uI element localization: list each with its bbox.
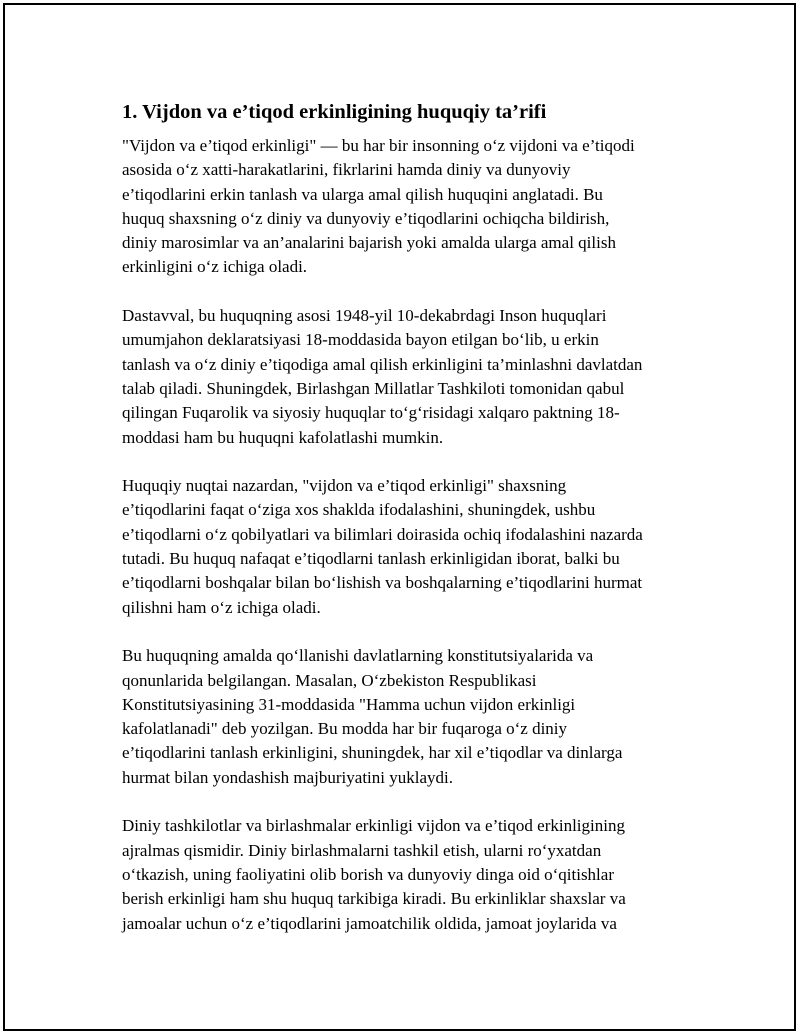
text-line: talab qiladi. Shuningdek, Birlashgan Millatlar Tashkiloti tomonidan qabul [122, 378, 625, 398]
text-line: e’tiqodlarni o‘z qobilyatlari va bilimlari doirasida ochiq ifodalashini nazarda [122, 524, 643, 544]
text-line: e’tiqodlarni boshqalar bilan bo‘lishish va boshqalarning e’tiqodlarini hurmat [122, 573, 643, 593]
text-line: Huquqiy nuqtai nazardan, "vijdon va e’tiqod erkinligi" shaxsning [122, 476, 567, 496]
text-line: asosida o‘z xatti-harakatlarini, fikrlarini hamda diniy va dunyoviy [122, 160, 571, 180]
text-line: Bu huquqning amalda qo‘llanishi davlatlarning konstitutsiyalarida va [122, 646, 594, 666]
section-heading: 1. Vijdon va e’tiqod erkinligining huquqiy ta’rifi [122, 101, 547, 123]
text-line: Dastavval, bu huquqning asosi 1948-yil 10-dekabrdagi Inson huquqlari [122, 306, 607, 326]
text-line: qilishni ham o‘z ichiga oladi. [122, 597, 321, 617]
paragraph [122, 304, 692, 450]
text-line: moddasi ham bu huquqni kafolatlashi mumkin. [122, 427, 444, 447]
text-line: tutadi. Bu huquq nafaqat e’tiqodlarni tanlash erkinligidan iborat, balki bu [122, 549, 620, 569]
text-line: huquq shaxsning o‘z diniy va dunyoviy e’tiqodlarini ochiqcha bildirish, [122, 208, 610, 228]
text-line: o‘tkazish, uning faoliyatini olib borish va dunyoviy dinga oid o‘qitishlar [122, 864, 614, 884]
document-body [122, 98, 692, 960]
text-line: "Vijdon va e’tiqod erkinligi" — bu har bir insonning o‘z vijdoni va e’tiqodi [122, 136, 635, 155]
text-line: jamoalar uchun o‘z e’tiqodlarini jamoatchilik oldida, jamoat joylarida va [122, 913, 617, 933]
text-line: kafolatlanadi" deb yozilgan. Bu modda har bir fuqaroga o‘z diniy [122, 719, 568, 739]
paragraph [122, 644, 692, 790]
text-line: e’tiqodlarini erkin tanlash va ularga amal qilish huquqini anglatadi. Bu [122, 184, 603, 204]
text-line: Diniy tashkilotlar va birlashmalar erkinligi vijdon va e’tiqod erkinligining [122, 816, 625, 836]
text-line: Konstitutsiyasining 31-moddasida "Hamma uchun vijdon erkinligi [122, 694, 576, 714]
paragraph [122, 814, 692, 935]
page-frame [3, 3, 796, 1031]
text-line: berish erkinligi ham shu huquq tarkibiga kiradi. Bu erkinliklar shaxslar va [122, 889, 626, 909]
paragraph [122, 134, 692, 280]
text-line: hurmat bilan yondashish majburiyatini yuklaydi. [122, 767, 453, 787]
text-line: e’tiqodlarini tanlash erkinligini, shuningdek, har xil e’tiqodlar va dinlarga [122, 743, 623, 763]
text-line: qilingan Fuqarolik va siyosiy huquqlar to‘g‘risidagi xalqaro paktning 18- [122, 403, 620, 423]
text-line: ajralmas qismidir. Diniy birlashmalarni tashkil etish, ularni ro‘yxatdan [122, 840, 602, 860]
text-line: diniy marosimlar va an’analarini bajarish yoki amalda ularga amal qilish [122, 233, 616, 253]
text-line: tanlash va o‘z diniy e’tiqodiga amal qilish erkinligini ta’minlashni davlatdan [122, 354, 643, 374]
paragraph-list [122, 134, 692, 936]
paragraph [122, 474, 692, 620]
text-line: erkinligini o‘z ichiga oladi. [122, 257, 308, 277]
text-line: e’tiqodlarini faqat o‘ziga xos shaklda ifodalashini, shuningdek, ushbu [122, 500, 596, 520]
text-line: umumjahon deklaratsiyasi 18-moddasida bayon etilgan bo‘lib, u erkin [122, 330, 599, 350]
text-line: qonunlarida belgilangan. Masalan, O‘zbekiston Respublikasi [122, 670, 537, 690]
